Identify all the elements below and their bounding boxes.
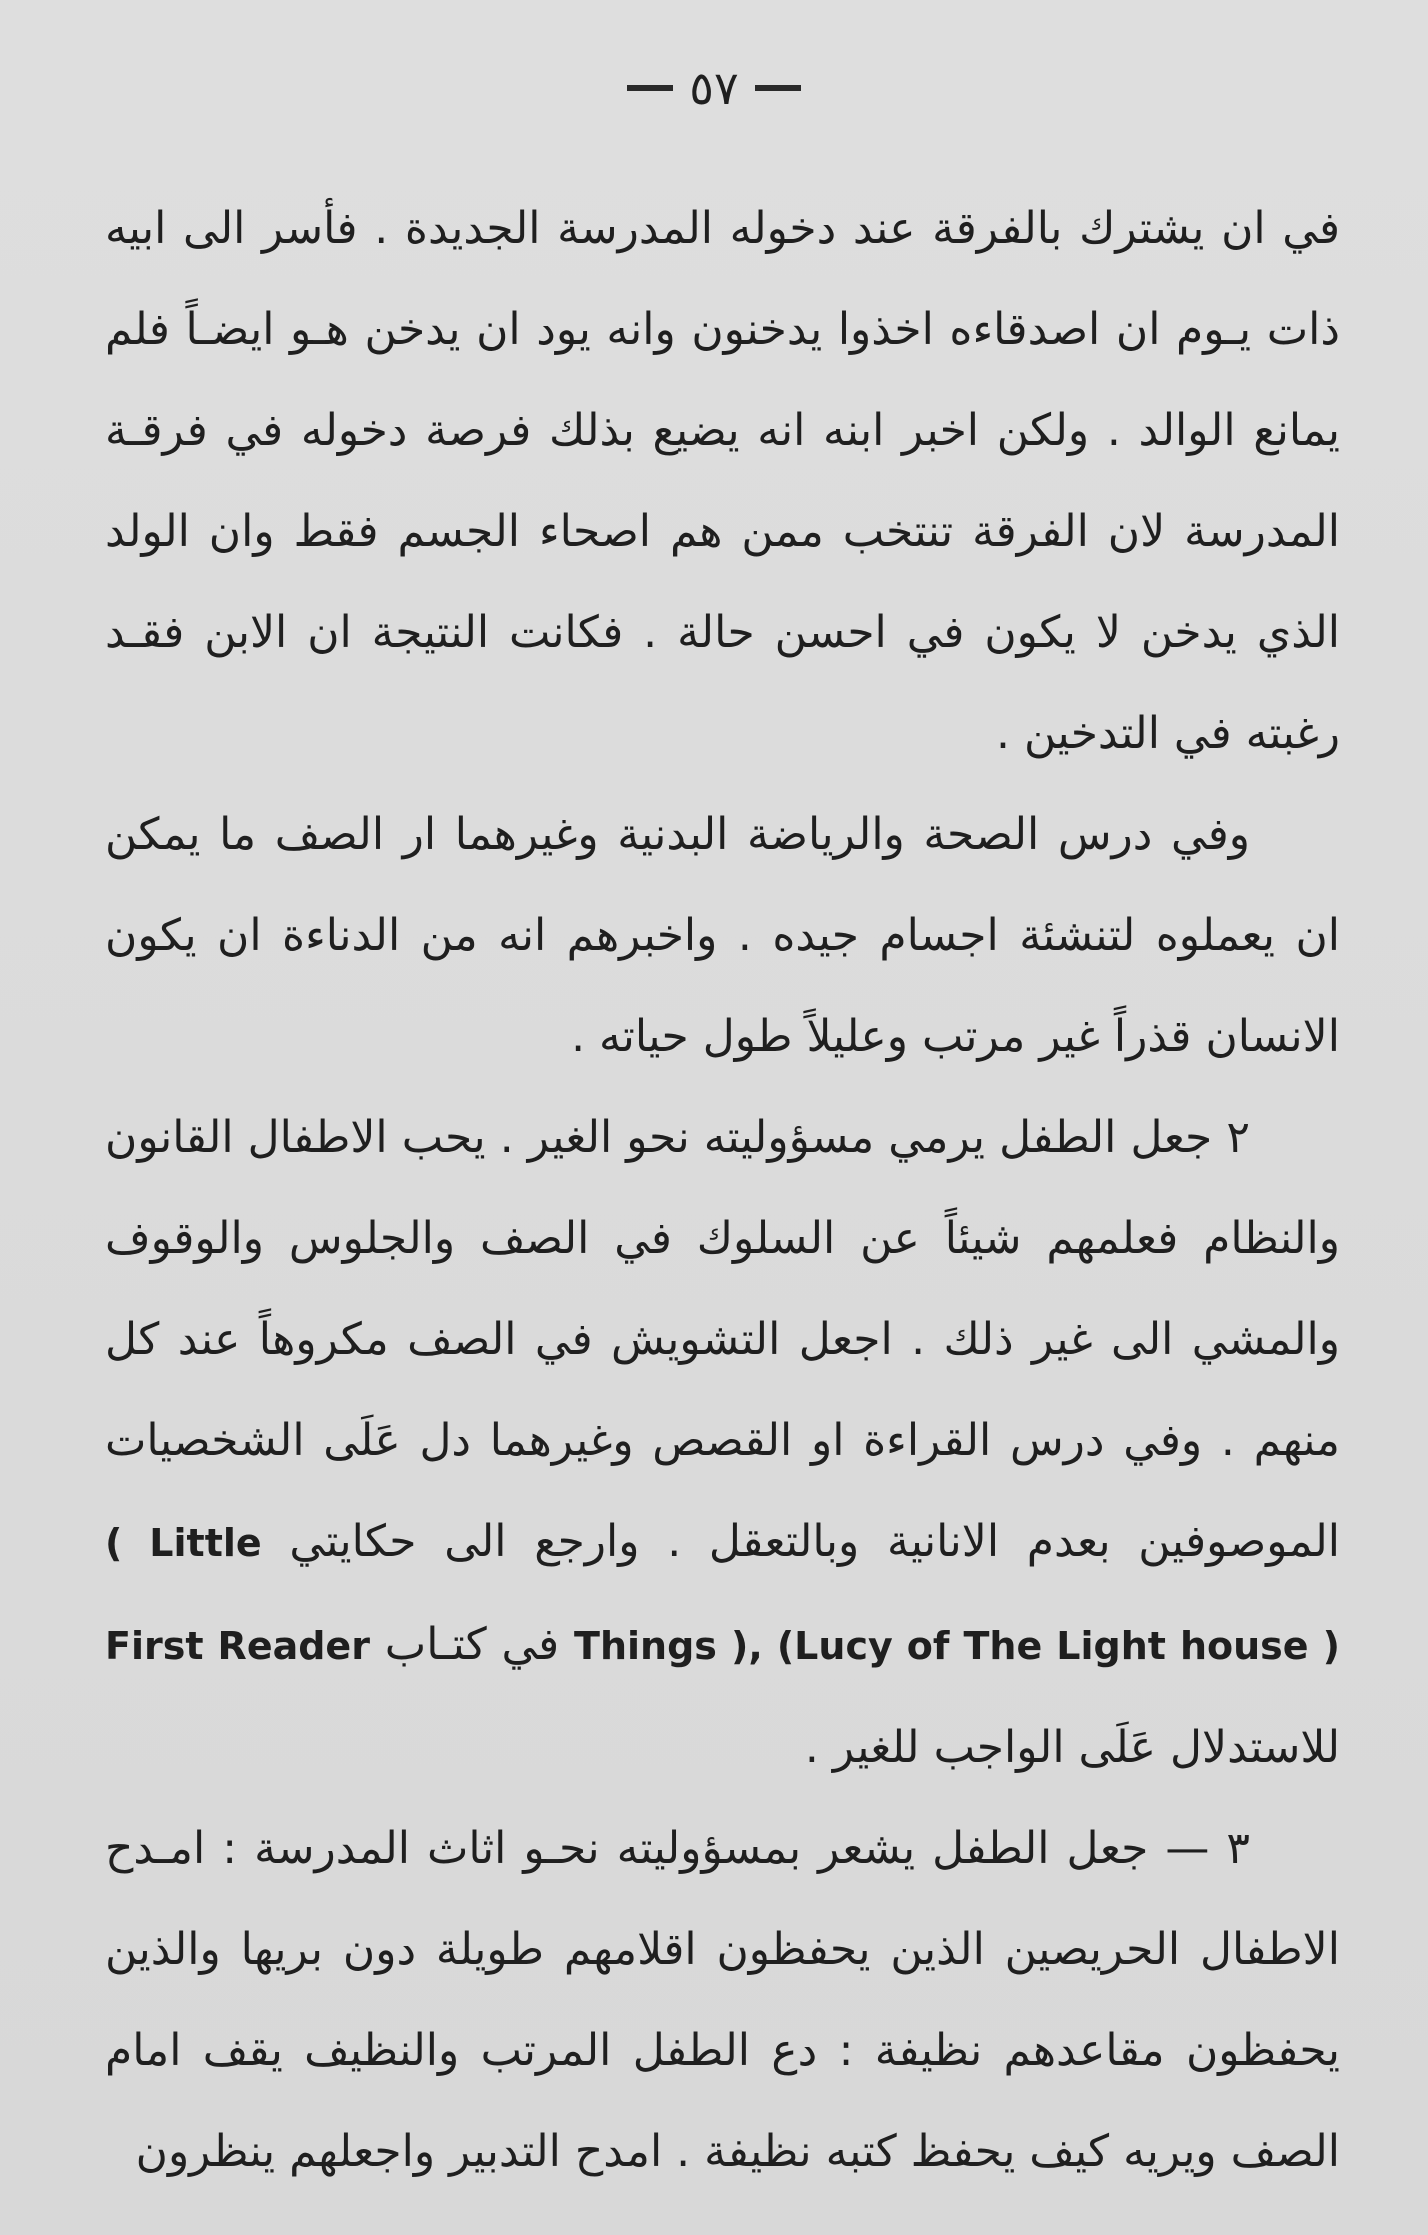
header-dash-right [755, 85, 801, 91]
paragraph-text: للاستدلال عَلَى الواجب للغير . [804, 1722, 1340, 1773]
paragraph: وفي درس الصحة والرياضة البدنية وغيرهما ار الصف ما يمكن ان يعملوه لتنشئة اجسام جيده . واخبرهم انه من الدناءة ان يكون الانسان قذراً غير مرتب وعليلاً طول حياته . [105, 809, 1340, 1062]
paragraph [105, 1087, 1340, 1798]
paragraph: ٣ — جعل الطفل يشعر بمسؤوليته نحـو اثاث المدرسة : امـدح الاطفال الحريصين الذين يحفظون اقلامهم طويلة دون بريها والذين يحفظون مقاعدهم نظيفة : دع الطفل المرتب والنظيف يقف امام الصف ويريه كيف يحفظ كتبه نظيفة . امدح التدبير واجعلهم ينظرون [105, 1823, 1340, 2177]
latin-book-title: First Reader [105, 1624, 370, 1668]
paragraph-text: ٢ جعل الطفل يرمي مسؤوليته نحو الغير . يحب الاطفال القانون والنظام فعلمهم شيئاً عن السلوك في الصف والجلوس والوقوف والمشي الى غير ذلك . اجعل التشويش في الصف مكروهاً عند كل منهم . وفي درس القراءة او القصص وغيرهما دل عَلَى الشخصيات الموصوفين بعدم الانانية وبالتعقل . وارجع الى حكايتي [105, 1112, 1340, 1567]
paragraph: في ان يشترك بالفرقة عند دخوله المدرسة الجديدة . فأسر الى ابيه ذات يـوم ان اصدقاءه اخذوا يدخنون وانه يود ان يدخن هـو ايضـاً فلم يمانع الوالد . ولكن اخبر ابنه انه يضيع بذلك فرصة دخوله في فرقـة المدرسة لان الفرقة تنتخب ممن هم اصحاء الجسم فقط وان الولد الذي يدخن لا يكون في احسن حالة . فكانت النتيجة ان الابن فقـد رغبته في التدخين . [105, 203, 1340, 759]
page-body [105, 178, 1340, 2202]
header-dash-left [627, 85, 673, 91]
page-header [0, 58, 1428, 118]
page-number: ٥٧ [689, 61, 739, 115]
latin-titles: ( Little Things ), (Lucy of The Light house ) [105, 1521, 1340, 1668]
paragraph-text: في كتـاب [384, 1619, 560, 1670]
